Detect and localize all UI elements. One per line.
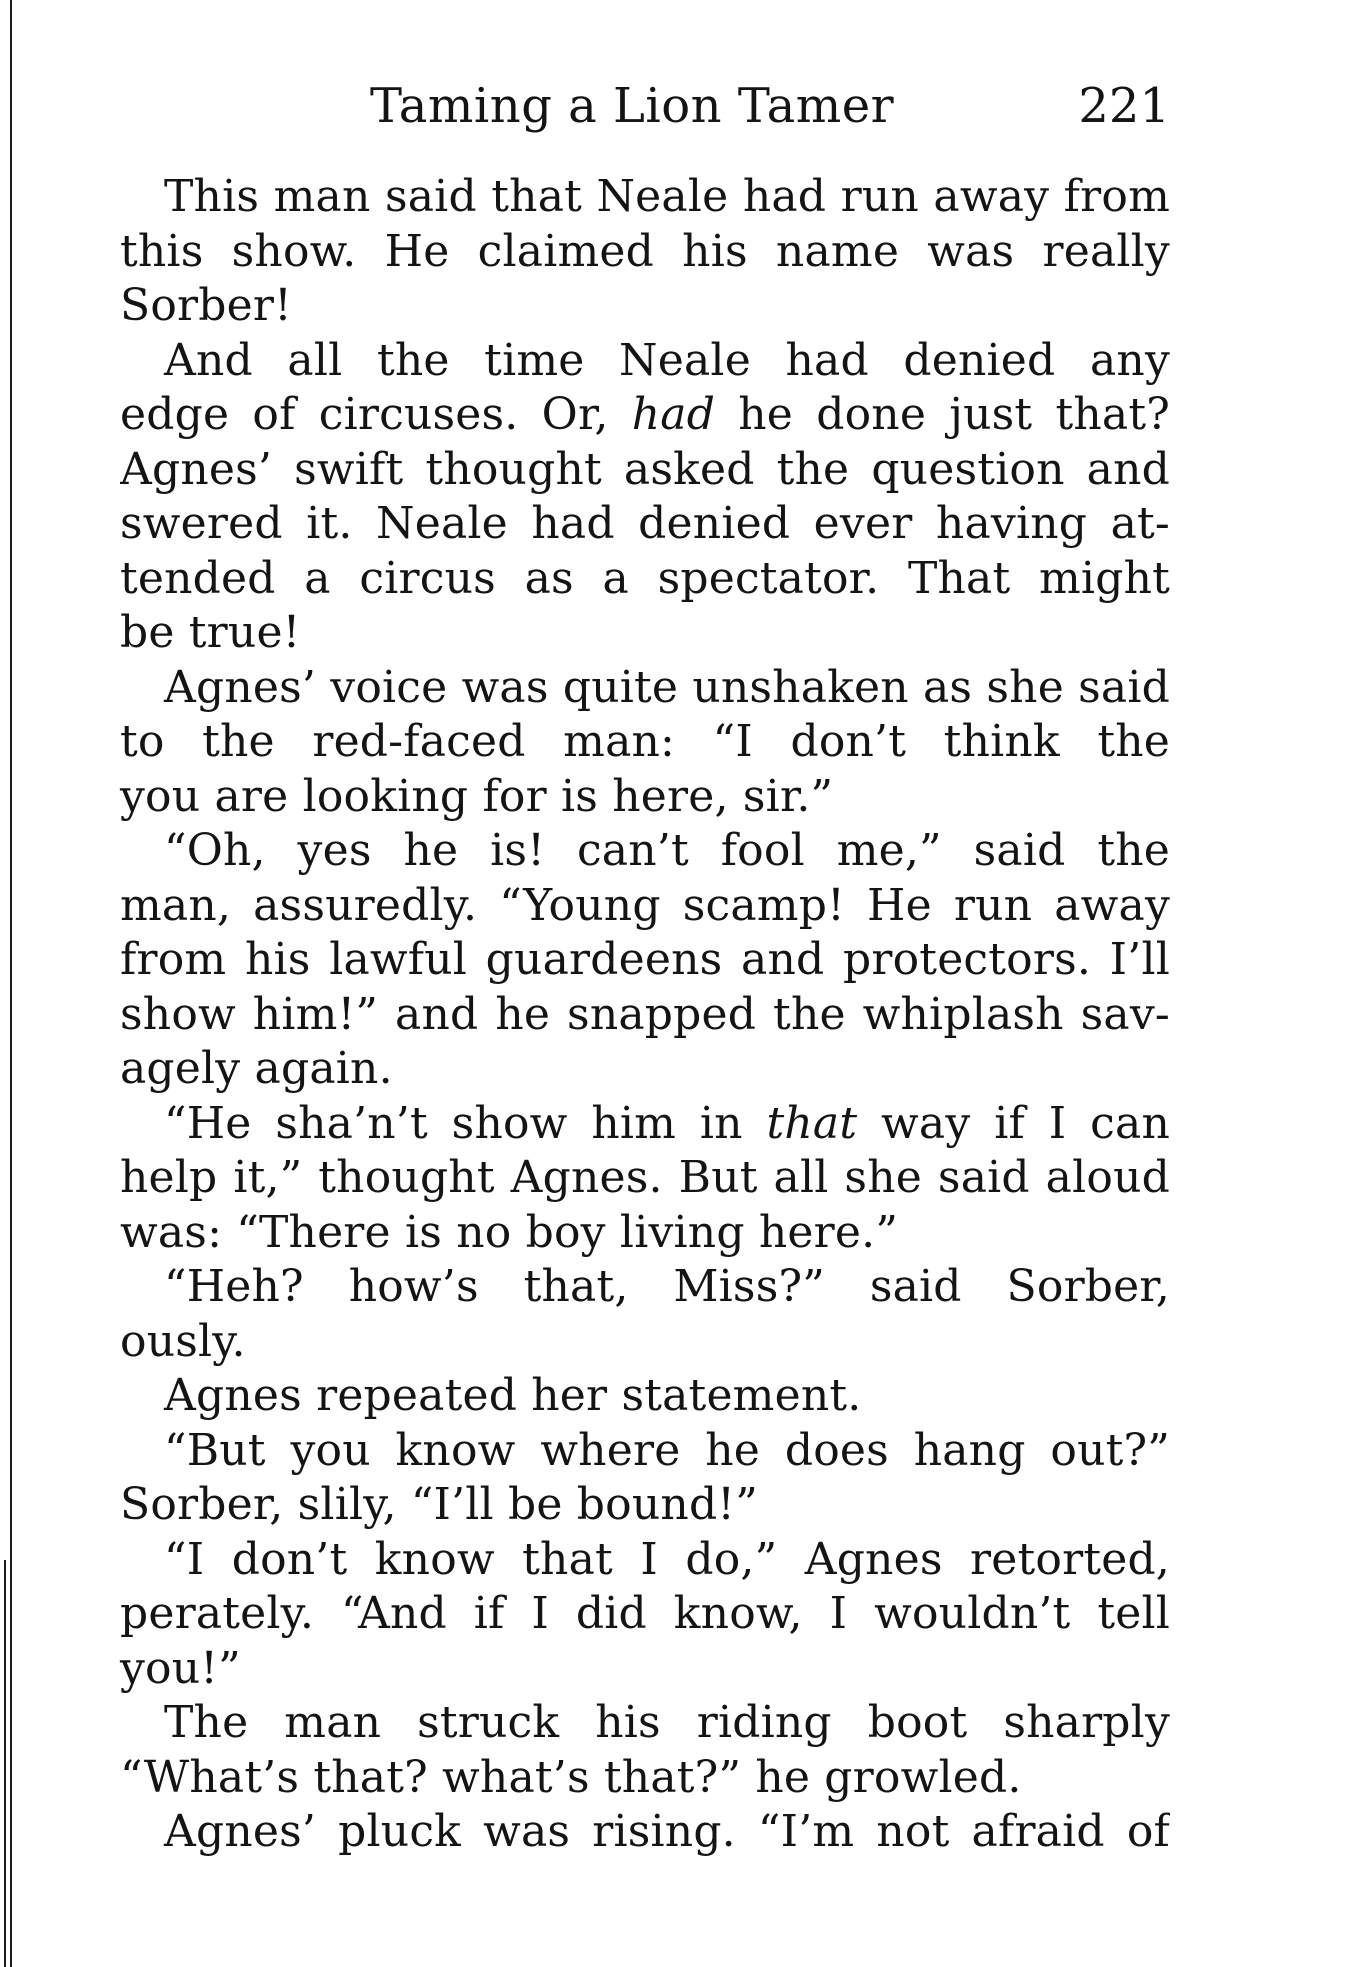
- text-line: “What’s that? what’s that?” he growled.: [120, 1751, 1022, 1803]
- text-line: “Heh? how’s that, Miss?” said Sorber,: [164, 1261, 1170, 1312]
- running-title: Taming a Lion Tamer: [370, 78, 895, 134]
- text-line: Agnes’ pluck was rising. “I’m not afraid of: [164, 1806, 1170, 1857]
- text-line: Agnes repeated her statement.: [164, 1370, 862, 1421]
- text-line: tended a circus as a spectator. That might: [120, 552, 1170, 604]
- text-line: was: “There is no boy living here.”: [120, 1206, 899, 1258]
- text-line: you!”: [120, 1642, 241, 1694]
- text-line: “Oh, yes he is! can’t fool me,” said the: [164, 825, 1170, 876]
- text-line: And all the time Neale had denied any: [164, 334, 1170, 386]
- text-line: show him!” and he snapped the whiplash sav-: [120, 988, 1170, 1040]
- text-line: The man struck his riding boot sharply: [164, 1697, 1170, 1748]
- text-line: man, assuredly. “Young scamp! He run away: [120, 879, 1170, 931]
- page-binding-edge: [10, 0, 12, 1967]
- text-line: help it,” thought Agnes. But all she said aloud: [120, 1152, 1170, 1203]
- text-line: perately. “And if I did know, I wouldn’t tell: [120, 1588, 1170, 1639]
- text-line: swered it. Neale had denied ever having at-: [120, 498, 1170, 549]
- page-binding-edge-lower: [4, 1560, 6, 1967]
- text-line: from his lawful guardeens and protectors. I’ll: [120, 934, 1170, 985]
- page-number: 221: [1078, 78, 1170, 134]
- emphasis: had: [631, 389, 716, 440]
- text-line: Agnes’ voice was quite unshaken as she said: [164, 661, 1170, 713]
- text-line: “He sha’n’t show him in that way if I can: [164, 1097, 1170, 1149]
- text-line: Agnes’ swift thought asked the question and: [120, 443, 1170, 495]
- text-line: this show. He claimed his name was really: [120, 225, 1170, 277]
- text-line: Sorber!: [120, 280, 292, 331]
- text-line: “But you know where he does hang out?”: [164, 1424, 1170, 1476]
- text-line: Sorber, slily, “I’ll be bound!”: [120, 1479, 758, 1530]
- text-line: be true!: [120, 607, 301, 658]
- text-line: edge of circuses. Or, had he done just that?: [120, 389, 1170, 440]
- text-line: “I don’t know that I do,” Agnes retorted,: [164, 1533, 1170, 1585]
- text-line: ously.: [120, 1315, 246, 1367]
- page-header: [120, 78, 1170, 148]
- body-text: [120, 170, 1170, 1860]
- text-line: to the red-faced man: “I don’t think the: [120, 716, 1170, 767]
- emphasis: that: [766, 1097, 858, 1149]
- text-line: This man said that Neale had run away from: [164, 171, 1170, 222]
- text-line: you are looking for is here, sir.”: [120, 770, 834, 822]
- text-line: agely again.: [120, 1043, 393, 1094]
